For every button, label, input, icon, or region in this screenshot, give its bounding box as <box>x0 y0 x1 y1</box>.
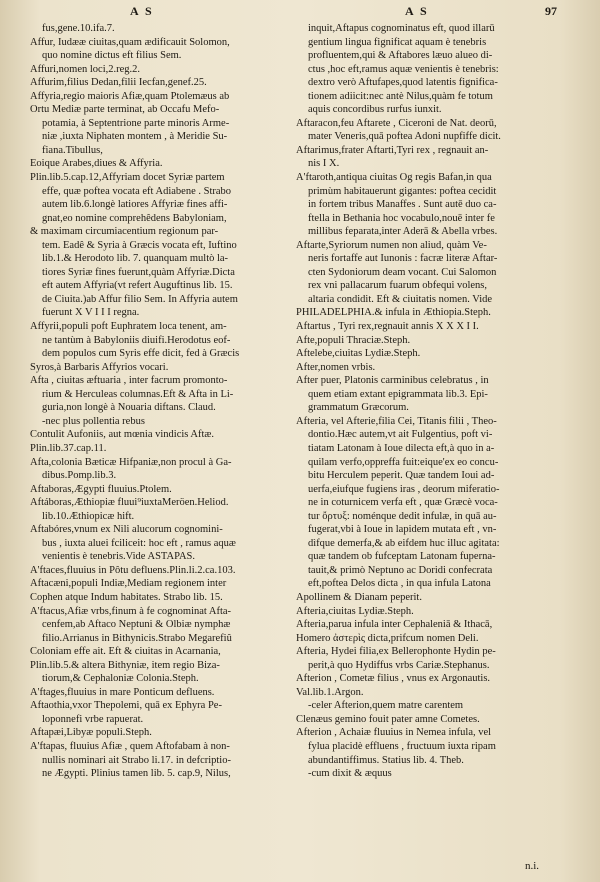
text-line: tur ὄρτυξ: noménque dedit infulæ, in quā au- <box>308 510 497 522</box>
text-line: rex vni pallacarum fuarum obfequi volens, <box>308 280 488 292</box>
text-line: Afteria,ciuitas Lydiæ.Steph. <box>296 605 414 617</box>
text-line: & maximam circumiacentium regionum par- <box>30 226 219 238</box>
text-line: uerfa,eiufque fugiens iras , deorum miferatio- <box>308 483 500 495</box>
text-line: lib.10.Æthiopicæ hift. <box>42 510 135 522</box>
text-line: cten Sydoniorum deam vocant. Cui Salomon <box>308 266 497 278</box>
text-line: gentium lingua fignificat aquam è tenebris <box>308 36 487 48</box>
text-line: Aftartus , Tyri rex,regnauit annis X X X I I. <box>296 321 479 333</box>
text-line: Aftaboras,Ægypti fluuius.Ptolem. <box>30 483 172 495</box>
text-line: Plin.lib.37.cap.11. <box>30 442 107 454</box>
text-line: inquit,Aftapus cognominatus eft, quod illarū <box>308 23 495 34</box>
text-line: A'ftacus,Afiæ vrbs,finum à fe cognominat Afta- <box>30 605 232 617</box>
text-line: bitu Herculem peperit. Quæ tandem Ioui ad- <box>308 470 495 482</box>
text-line: dibus.Pomp.lib.3. <box>42 470 117 482</box>
text-line: Afta,colonia Bæticæ Hifpaniæ,non procul à Ga- <box>30 456 232 468</box>
text-line: Contulit Aufoniis, aut mœnia vindicis Aftæ. <box>30 429 215 441</box>
text-line: dem populos cum Syris effe dicit, fed à Græcis <box>42 348 240 360</box>
text-line: Afteria, Hydei filia,ex Bellerophonte Hydin pe- <box>296 646 496 658</box>
text-line: grammatum Græcorum. <box>308 402 409 414</box>
text-line: Aftapæi,Libyæ populi.Steph. <box>30 727 152 739</box>
text-line: in fortem tribus Manaffes . Sunt autē duo ca- <box>308 199 497 211</box>
text-line: dontio.Hæc autem,vt ait Fulgentius, poft vi- <box>308 429 493 441</box>
text-line: Coloniam effe ait. Eft & ciuitas in Acarnania, <box>30 646 221 658</box>
text-line: perit,à quo Hydiffus vrbs Cariæ.Stephanus. <box>308 659 490 671</box>
text-line: A'ftaces,fluuius in Pôtu defluens.Plin.li.2.ca.103. <box>30 564 236 576</box>
text-line: fiana.Tibullus, <box>42 144 103 156</box>
text-line: mater Veneris,quā poftea Adoni nupfiffe dicit. <box>308 131 501 143</box>
text-line: Aftacæni,populi Indiæ,Mediam regionem inter <box>30 578 227 590</box>
text-line: bus , iuxta aluei fciliceit: hoc eft , ramus aquæ <box>42 537 236 549</box>
text-line: venientis è tenebris.Vide ASTAPAS. <box>42 551 196 563</box>
text-line: Aftelebe,ciuitas Lydiæ.Steph. <box>296 348 421 360</box>
signature-mark: n.i. <box>525 860 540 872</box>
text-line: nis I X. <box>308 158 340 170</box>
text-line: lib.1.& Herodoto lib. 7. quanquam multò la- <box>42 253 229 265</box>
text-line: quo nomine dictus eft filius Sem. <box>42 50 182 62</box>
text-line: autem lib.6.longè latiores Affyriæ fines affi- <box>42 199 228 211</box>
text-line: Plin.lib.5.cap.12,Affyriam docet Syriæ partem <box>30 172 225 184</box>
text-line: millibus feparata,inter Aderā & Abella vrbes. <box>308 226 498 238</box>
text-line: filio.Arrianus in Bithynicis.Strabo Megarefiû <box>42 632 232 644</box>
text-line: -nec plus pollentia rebus <box>42 415 145 427</box>
text-line: profluentem,qui & Aftabores læuo alueo di- <box>308 50 493 62</box>
text-line: quilam verfo,oppreffa fuit:eique'ex eo concu- <box>308 456 499 468</box>
text-line: -celer Afterion,quem matre carentem <box>308 700 464 712</box>
text-line: Aftarimus,frater Aftarti,Tyri rex , regnauit an- <box>296 144 489 156</box>
text-line: A'ftapas, fluuius Afiæ , quem Aftofabam à non- <box>30 740 230 752</box>
text-line: aquis concordibus rurfus iunxit. <box>308 104 442 116</box>
text-line: fugerat,vbi à Ioue in lapidem mutata eft , vn- <box>308 524 497 536</box>
text-line: Afterion , Achaiæ fluuius in Nemea infula, vel <box>296 727 492 739</box>
text-line: Val.lib.1.Argon. <box>296 686 364 698</box>
text-line: Aftaracon,feu Aftarete , Ciceroni de Nat. deorū, <box>296 117 497 129</box>
right-column <box>296 22 574 781</box>
text-line: Plin.lib.5.& altera Bithyniæ, item regio Biza- <box>30 659 220 671</box>
text-line: Ortu Mediæ parte terminat, ab Occafu Mefo- <box>30 104 220 116</box>
text-line: Afte,populi Thraciæ.Steph. <box>296 334 411 346</box>
text-line: A'ftaroth,antiqua ciuitas Og regis Bafan,in qua <box>296 172 492 184</box>
text-line: Afteria,parua infula inter Cephaleniā & Ithacā, <box>296 619 493 631</box>
text-line: nullis nominari ait Strabo li.17. in defcriptio- <box>42 754 231 766</box>
running-head-center: A S <box>405 4 429 18</box>
text-line: ftella in Bethania hoc vocabulo,nouē inter fe <box>308 212 495 224</box>
text-line: fus,gene.10.ifa.7. <box>42 23 115 34</box>
text-line: Aftarte,Syriorum numen non aliud, quàm Ve- <box>296 239 487 251</box>
text-line: eft autem Affyria(vt refert Auguftinus lib. 15. <box>42 280 233 292</box>
text-line: rium & Herculeas columnas.Eft & Afta in Li- <box>42 388 234 400</box>
text-line: tiatam Latonam à Ioue dilecta eft,à quo in a- <box>308 442 495 454</box>
text-line: niæ ,iuxta Niphaten montem , à Meridie Su- <box>42 131 228 143</box>
text-line: ne Ægypti. Plinius tamen lib. 5. cap.9, Nilus, <box>42 768 231 780</box>
text-line: After puer, Platonis carminibus celebratus , in <box>296 375 489 387</box>
text-line: quem etiam extant epigrammata lib.3. Epi- <box>308 388 488 400</box>
text-line: Affur, Iudææ ciuitas,quam ædificauit Solomon, <box>30 36 230 48</box>
text-line: ne tantùm à Babyloniis diuifi.Herodotus eof- <box>42 334 231 346</box>
left-column <box>30 22 292 781</box>
text-line: Affuri,nomen loci,2.reg.2. <box>30 63 141 75</box>
text-line: After,nomen vrbis. <box>296 361 376 373</box>
text-line: Aftabóres,vnum ex Nili alucorum cognomini- <box>30 524 223 536</box>
text-line: eft,poftea Delos dicta , in qua infula Latona <box>308 578 491 590</box>
text-line: guria,non longè à Nouaria diftans. Claud. <box>42 402 216 414</box>
text-line: gnat,eo nomine comprehêdens Babyloniam, <box>42 212 227 224</box>
text-line: PHILADELPHIA.& infula in Æthiopia.Steph. <box>296 307 491 319</box>
text-line: Cophen atque Indum habitates. Strabo lib. 15. <box>30 591 223 603</box>
text-line: neris fortaffe aut Iunonis : facræ literæ Aftar- <box>308 253 498 265</box>
text-line: tionem adiicit:nec antè Nilus,quàm fe totum <box>308 90 493 102</box>
text-line: tauit,& primò Neptuno ac Doridi confecrata <box>308 564 493 576</box>
page-number: 97 <box>545 4 557 18</box>
running-head-left: A S <box>130 4 154 18</box>
text-line: A'ftages,fluuius in mare Ponticum defluens. <box>30 686 215 698</box>
text-line: Aftaothia,vxor Thepolemi, quā ex Ephyra Pe- <box>30 700 222 712</box>
text-line: de Ciuita.)ab Affur filio Sem. In Affyria autem <box>42 293 238 305</box>
text-line: fylua placidè effluens , fructuum iuxta ripam <box>308 740 496 752</box>
text-line: fuerunt X V I I I regna. <box>42 307 140 319</box>
text-line: abundantiffimus. Statius lib. 4. Theb. <box>308 754 464 766</box>
text-line: Eoique Arabes,diues & Affyria. <box>30 158 163 170</box>
text-line: altaria condidit. Eft & ciuitatis nomen. Vide <box>308 293 493 305</box>
text-line: dextro verò Aftufapes,quod latentis fignifica- <box>308 77 498 89</box>
text-line: Afta , ciuitas æftuaria , inter facrum promonto- <box>30 375 228 387</box>
text-line: primùm habitauerunt gigantes: poftea cecidit <box>308 185 497 197</box>
text-line: -cum dixit & æquus <box>308 768 392 780</box>
text-line: Afterion , Cometæ filius , vnus ex Argonautis. <box>296 673 491 685</box>
text-line: Aftáboras,Æthiopiæ fluui⁹iuxtaMeröen.Heliod. <box>30 497 229 509</box>
text-line: Affyrii,populi poft Euphratem loca tenent, am- <box>30 321 227 333</box>
text-line: dìfque demerfa,& ab eifdem huc illuc agitata: <box>308 537 500 549</box>
text-line: tem. Eadê & Syria à Græcis vocata eft, Iuftino <box>42 239 237 251</box>
text-line: ctus ,hoc eft,ramus aquæ venientis è tenebris: <box>308 63 499 75</box>
text-line: Apollinem & Dianam peperit. <box>296 591 422 603</box>
text-line: loponnefi vrbe rapuerat. <box>42 713 144 725</box>
text-line: Afteria, vel Afterie,filia Cei, Titanis filii , Theo- <box>296 415 497 427</box>
text-line: quæ tandem ob fufceptam Latonam fuperna- <box>308 551 496 563</box>
text-line: potamia, à Septentrione parte minoris Arme- <box>42 117 230 129</box>
text-line: Clenæus gemino fouit pater amne Cometes. <box>296 713 480 725</box>
text-line: Affyria,regio maioris Afiæ,quam Ptolemæus ab <box>30 90 230 102</box>
text-line: ne in coturnicem verfa eft , quæ Græcè voca- <box>308 497 498 509</box>
text-line: tiores Syriæ fines fuerunt,quàm Affyriæ.Dicta <box>42 266 235 278</box>
text-line: Homero ἀστερὶς dicta,prifcum nomen Deli. <box>296 632 479 644</box>
text-line: effe, quæ poftea vocata eft Adiabene . Strabo <box>42 185 232 197</box>
text-line: tiorum,& Cephaloniæ Colonia.Steph. <box>42 673 199 685</box>
text-line: Affurim,filius Dedan,filii Iecfan,genef.25. <box>30 77 207 89</box>
text-line: cenfem,ab Aftaco Neptuni & Olbiæ nymphæ <box>42 619 231 631</box>
text-line: Syros,à Barbaris Affyrios vocari. <box>30 361 169 373</box>
